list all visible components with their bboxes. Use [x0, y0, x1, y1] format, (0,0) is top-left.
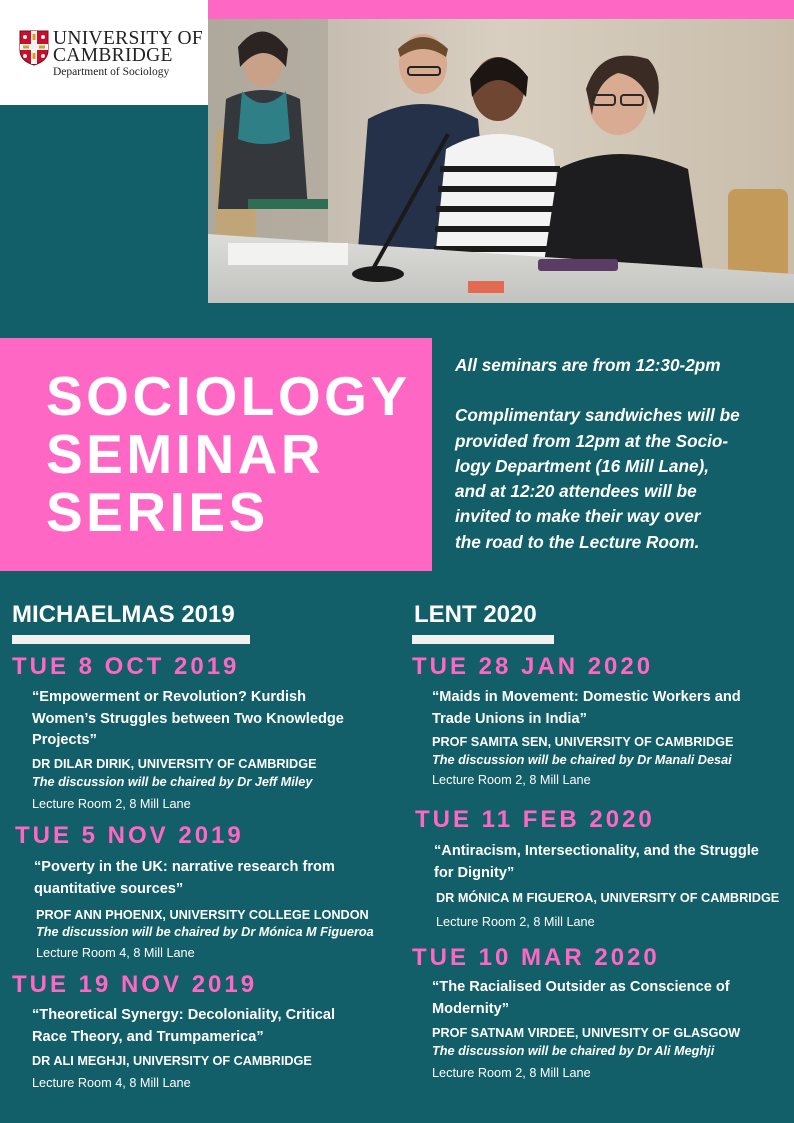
seminar-speaker: DR DILAR DIRIK, UNIVERSITY OF CAMBRIDGE	[32, 757, 317, 771]
seminar-title: “Maids in Movement: Domestic Workers and Trade Unions in India”	[432, 689, 741, 727]
seminar-speaker: PROF ANN PHOENIX, UNIVERSITY COLLEGE LONDON	[36, 908, 369, 922]
header-accent-bar	[208, 0, 794, 19]
seminar-speaker: DR ALI MEGHJI, UNIVERSITY OF CAMBRIDGE	[32, 1054, 312, 1068]
logo-cambridge: CAMBRIDGE	[53, 45, 173, 66]
sandwich-note: Complimentary sandwiches will be provided from 12pm at the Socio- logy Department (16 Mill Lane), and at 12:20 attendees will be invited to make their way over the road to the Lecture Room.	[455, 405, 740, 552]
logo-department: Department of Sociology	[53, 66, 170, 78]
term-rule-lent	[412, 635, 554, 644]
university-logo	[0, 0, 208, 105]
cambridge-crest-icon	[19, 30, 49, 66]
seminar-chair: The discussion will be chaired by Dr Mónica M Figueroa	[36, 925, 374, 939]
seminar-photo	[208, 19, 794, 303]
term-heading-michaelmas: MICHAELMAS 2019	[12, 601, 235, 628]
seminar-title: “Empowerment or Revolution? Kurdish Women’s Struggles between Two Knowledge Projects”	[32, 689, 344, 748]
title-line-3: SERIES	[46, 481, 269, 543]
seminar-speaker: PROF SATNAM VIRDEE, UNIVESITY OF GLASGOW	[432, 1026, 741, 1040]
term-heading-lent: LENT 2020	[414, 601, 537, 628]
seminar-venue: Lecture Room 4, 8 Mill Lane	[32, 1076, 191, 1090]
seminar-title: “Poverty in the UK: narrative research from quantitative sources”	[34, 859, 335, 897]
seminar-date: TUE 28 JAN 2020	[412, 653, 654, 680]
seminar-date: TUE 8 OCT 2019	[12, 653, 240, 680]
seminar-date: TUE 19 NOV 2019	[12, 971, 258, 998]
seminar-date: TUE 10 MAR 2020	[412, 944, 660, 971]
info-text	[455, 353, 785, 555]
seminar-date: TUE 11 FEB 2020	[415, 806, 655, 833]
seminar-title: “Antiracism, Intersectionality, and the Struggle for Dignity”	[434, 843, 759, 881]
seminar-chair: The discussion will be chaired by Dr Manali Desai	[432, 753, 732, 767]
seminar-venue: Lecture Room 2, 8 Mill Lane	[32, 797, 191, 811]
seminar-speaker: DR MÓNICA M FIGUEROA, UNIVERSITY OF CAMBRIDGE	[436, 891, 780, 905]
title-line-1: SOCIOLOGY	[46, 365, 411, 427]
term-rule-michaelmas	[12, 635, 250, 644]
logo-university-of: UNIVERSITY OF	[53, 28, 203, 49]
title-panel	[0, 338, 432, 571]
seminar-time: All seminars are from 12:30-2pm	[455, 355, 721, 375]
seminar-venue: Lecture Room 2, 8 Mill Lane	[436, 915, 595, 929]
seminar-title: “The Racialised Outsider as Conscience of Modernity”	[432, 979, 730, 1017]
seminar-venue: Lecture Room 2, 8 Mill Lane	[432, 1066, 591, 1080]
title-line-2: SEMINAR	[46, 423, 325, 485]
seminar-venue: Lecture Room 4, 8 Mill Lane	[36, 946, 195, 960]
seminar-speaker: PROF SAMITA SEN, UNIVERSITY OF CAMBRIDGE	[432, 735, 734, 749]
seminar-chair: The discussion will be chaired by Dr Jeff Miley	[32, 775, 313, 789]
seminar-date: TUE 5 NOV 2019	[15, 822, 244, 849]
seminar-chair: The discussion will be chaired by Dr Ali Meghji	[432, 1044, 715, 1058]
seminar-venue: Lecture Room 2, 8 Mill Lane	[432, 773, 591, 787]
seminar-title: “Theoretical Synergy: Decoloniality, Critical Race Theory, and Trumpamerica”	[32, 1007, 336, 1045]
